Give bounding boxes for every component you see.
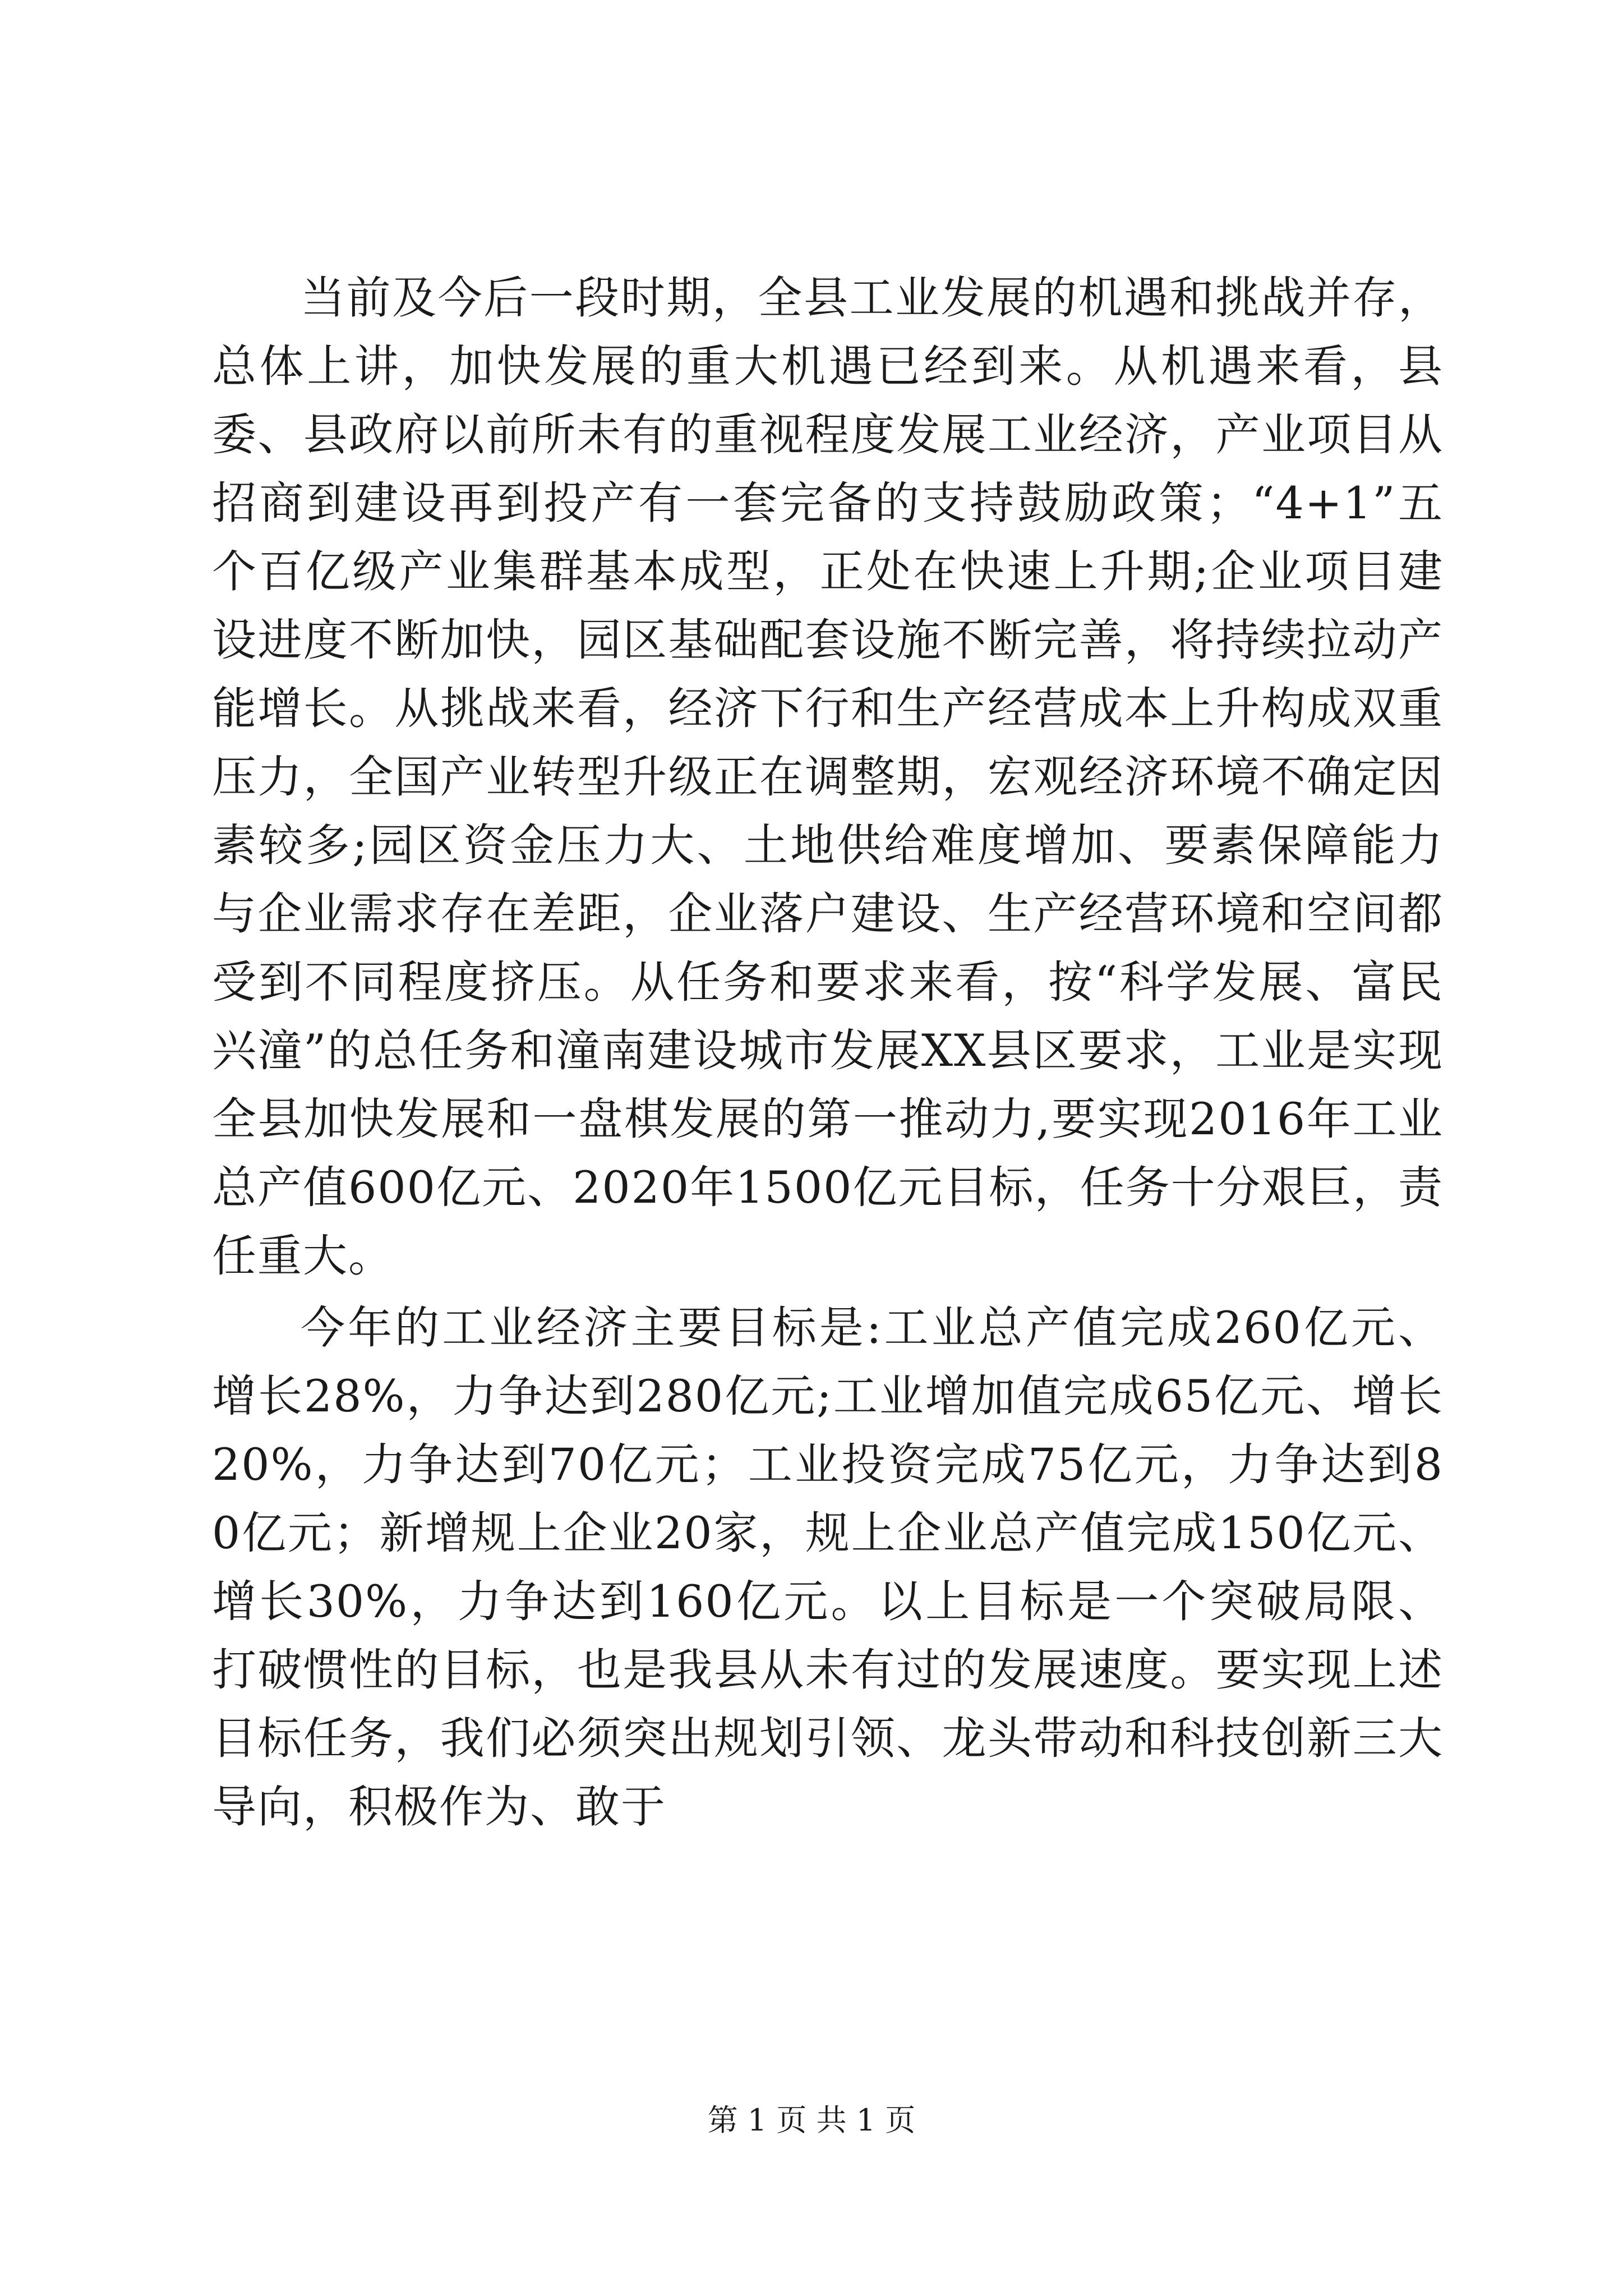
document-body bbox=[212, 264, 1444, 1841]
page-footer: 第 1 页 共 1 页 bbox=[707, 2102, 916, 2138]
paragraph-2: 今年的工业经济主要目标是:工业总产值完成260亿元、增长28%，力争达到280亿元;工业增加值完成65亿元、增长20%，力争达到70亿元；工业投资完成75亿元，力争达到80亿元；新增规上企业20家，规上企业总产值完成150亿元、增长30%，力争达到160亿元。以上目标是一个突破局限、打破惯性的目标，也是我县从未有过的发展速度。要实现上述目标任务，我们必须突出规划引领、龙头带动和科技创新三大导向，积极作为、敢于 bbox=[212, 1302, 1444, 1833]
paragraph-1: 当前及今后一段时期，全县工业发展的机遇和挑战并存，总体上讲，加快发展的重大机遇已经到来。从机遇来看，县委、县政府以前所未有的重视程度发展工业经济，产业项目从招商到建设再到投产有一套完备的支持鼓励政策；“4+1”五个百亿级产业集群基本成型，正处在快速上升期;企业项目建设进度不断加快，园区基础配套设施不断完善，将持续拉动产能增长。从挑战来看，经济下行和生产经营成本上升构成双重压力，全国产业转型升级正在调整期，宏观经济环境不确定因素较多;园区资金压力大、土地供给难度增加、要素保障能力与企业需求存在差距，企业落户建设、生产经营环境和空间都受到不同程度挤压。从任务和要求来看，按“科学发展、富民兴潼”的总任务和潼南建设城市发展XX县区要求，工业是实现全县加快发展和一盘棋发展的第一推动力,要实现2016年工业总产值600亿元、2020年1500亿元目标，任务十分艰巨，责任重大。 bbox=[212, 272, 1444, 1282]
